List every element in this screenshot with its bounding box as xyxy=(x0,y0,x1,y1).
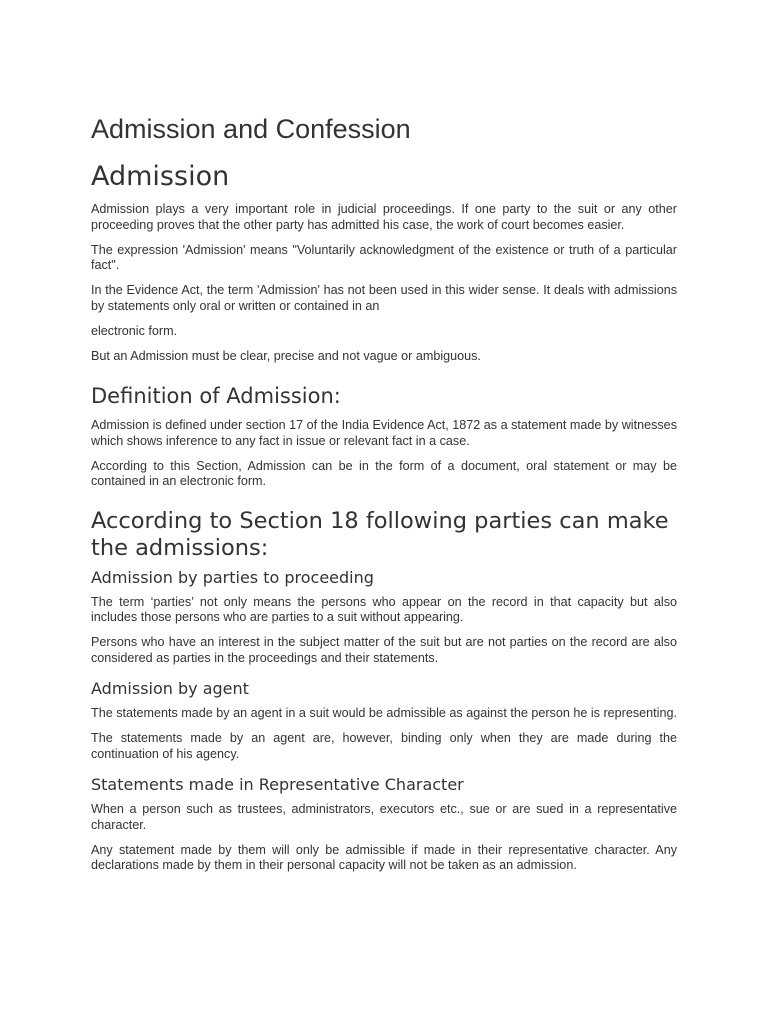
subsection-heading-agent: Admission by agent xyxy=(91,679,249,698)
section-heading-section18: According to Section 18 following parties can make the admissions: xyxy=(91,507,669,561)
paragraph: The term ‘parties’ not only means the persons who appear on the record in that capacity but also includes those persons who are parties to a suit without appearing. xyxy=(91,594,677,624)
subsection-heading-representative: Statements made in Representative Character xyxy=(91,775,464,794)
paragraph: Persons who have an interest in the subject matter of the suit but are not parties on the record are also considered as parties in the proceedings and their statements. xyxy=(91,635,677,665)
section-heading-definition: Definition of Admission: xyxy=(91,384,341,408)
paragraph: Admission plays a very important role in judicial proceedings. If one party to the suit or any other proceeding proves that the other party has admitted his case, the work of court becomes easier. xyxy=(91,202,677,232)
subsection-heading-parties: Admission by parties to proceeding xyxy=(91,567,374,587)
paragraph: Any statement made by them will only be admissible if made in their representative character. Any declarations made by them in their personal capacity will not be taken as an admission. xyxy=(91,842,677,872)
paragraph: According to this Section, Admission can be in the form of a document, oral statement or may be contained in an electronic form. xyxy=(91,458,677,488)
document-page xyxy=(91,110,677,883)
paragraph: The expression 'Admission' means "Voluntarily acknowledgment of the existence or truth of a particular fact". xyxy=(91,242,677,272)
paragraph: When a person such as trustees, administrators, executors etc., sue or are sued in a representative character. xyxy=(91,802,677,832)
paragraph: The statements made by an agent in a suit would be admissible as against the person he is representing. xyxy=(91,706,677,720)
paragraph: electronic form. xyxy=(91,323,178,338)
paragraph: Admission is defined under section 17 of the India Evidence Act, 1872 as a statement made by witnesses which shows inference to any fact in issue or relevant fact in a case. xyxy=(91,418,677,448)
paragraph: The statements made by an agent are, however, binding only when they are made during the continuation of his agency. xyxy=(91,731,677,761)
paragraph: But an Admission must be clear, precise and not vague or ambiguous. xyxy=(91,348,481,363)
paragraph: In the Evidence Act, the term 'Admission' has not been used in this wider sense. It deals with admissions by statements only oral or written or contained in an xyxy=(91,283,677,313)
section-heading-admission: Admission xyxy=(91,161,230,192)
document-title: Admission and Confession xyxy=(91,114,411,144)
